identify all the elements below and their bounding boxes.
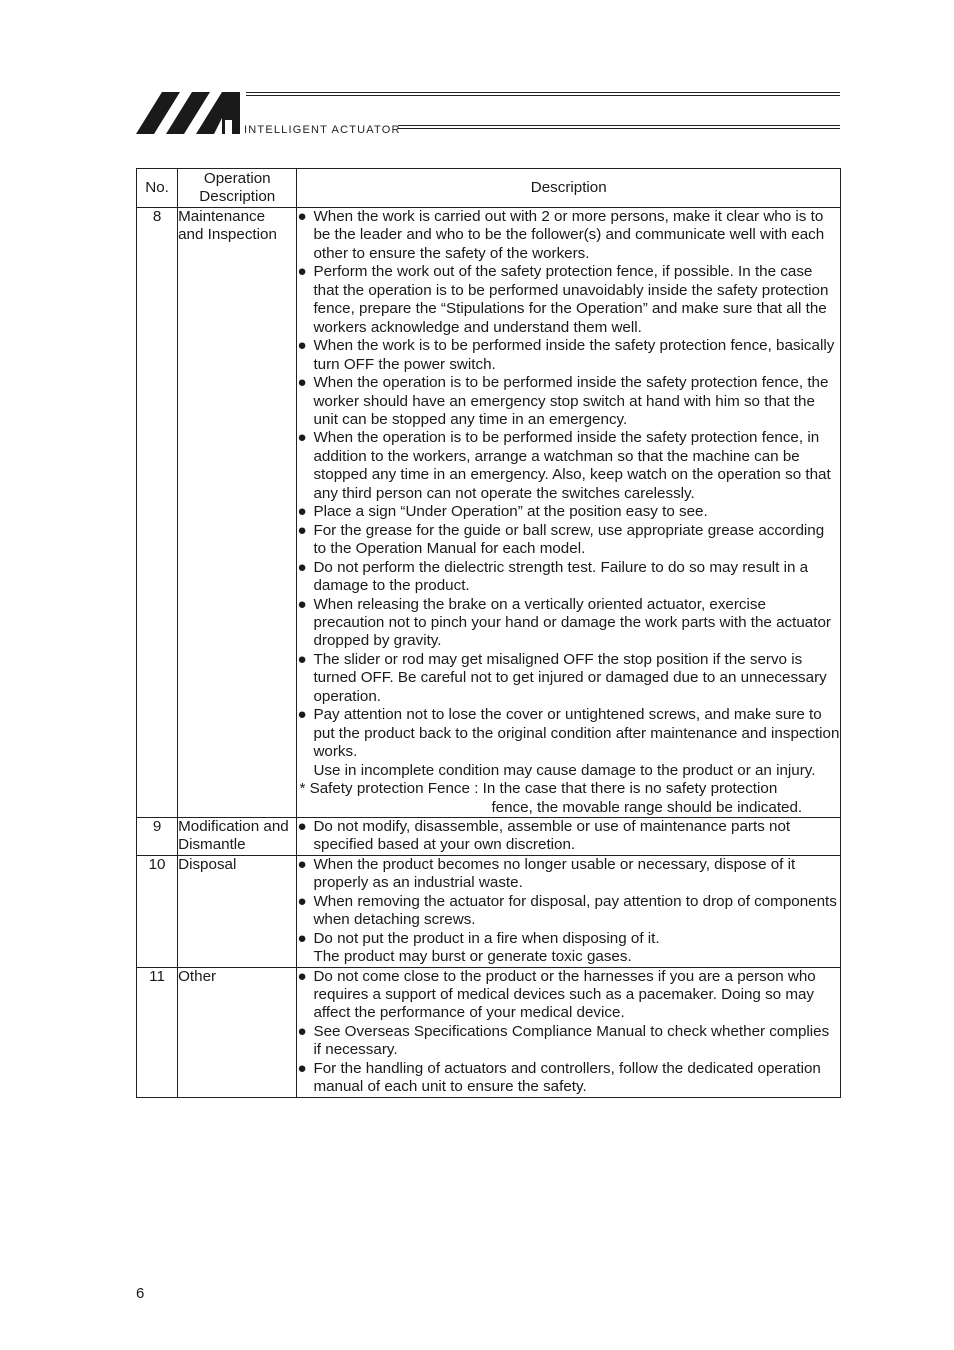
list-item: ● Perform the work out of the safety protection fence, if possible. In the case that the operation is to be performed unavoidably inside the safety protection fence, prepare the “Stipulations for the Operation” and make sure that all the workers acknowledge and understand them well. (297, 263, 829, 336)
list-item: ● Pay attention not to lose the cover or untightened screws, and make sure to put the product back to the original condition after maintenance and inspection works. (297, 706, 840, 761)
table-row (137, 855, 841, 967)
header-rule (398, 125, 840, 126)
item-note: Use in incomplete condition may cause damage to the product or an injury. (313, 761, 816, 779)
safety-table (136, 168, 841, 1098)
list-item: ● For the handling of actuators and controllers, follow the dedicated operation manual of each unit to ensure the safety. (297, 1059, 821, 1096)
list-item: ● Do not come close to the product or the harnesses if you are a person who requires a support of medical devices such as a pacemaker. Doing so may affect the performance of your medical device. (297, 967, 816, 1022)
list-item: ● See Overseas Specifications Compliance Manual to check whether complies if necessary. (297, 1022, 830, 1059)
footnote: * Safety protection Fence : In the case that there is no safety protection (299, 780, 778, 798)
row-operation: Disposal (178, 855, 297, 967)
table-row (137, 208, 841, 818)
row-no: 8 (137, 208, 178, 818)
row-description (297, 208, 841, 818)
row-no: 11 (137, 967, 178, 1097)
row-description (297, 817, 841, 855)
table-row (137, 967, 841, 1097)
list-item: ● Place a sign “Under Operation” at the position easy to see. (297, 503, 708, 521)
header-operation (178, 169, 297, 208)
table-header-row (137, 169, 841, 208)
list-item: ● For the grease for the guide or ball screw, use appropriate grease according to the Operation Manual for each model. (297, 521, 825, 558)
list-item: ● Do not put the product in a fire when disposing of it. (297, 929, 660, 947)
row-description (297, 967, 841, 1097)
item-note: The product may burst or generate toxic gases. (313, 948, 632, 966)
list-item: ● When the operation is to be performed inside the safety protection fence, in addition to the workers, arrange a watchman so that the machine can be stopped any time in an emergency. Also, keep watch on the operation so that any third person can not operate the switches carelessly. (297, 429, 831, 502)
page-number: 6 (136, 1285, 145, 1302)
row-operation: Modification and Dismantle (178, 817, 297, 855)
bullet-list (297, 968, 840, 1097)
row-no: 10 (137, 855, 178, 967)
list-item: ● When the work is carried out with 2 or more persons, make it clear who is to be the leader and who to be the follower(s) and communicate well with each other to ensure the safety of the workers. (297, 208, 825, 262)
row-operation: Maintenance and Inspection (178, 208, 297, 818)
iai-logo (136, 90, 244, 136)
header-operation-label: Operation Description (199, 169, 276, 205)
footnote-continuation: fence, the movable range should be indicated. (491, 798, 803, 816)
header-rule (246, 92, 840, 93)
header-description: Description (297, 169, 841, 208)
list-item: ● Do not modify, disassemble, assemble or use of maintenance parts not specified based at your own discretion. (297, 817, 791, 854)
list-item: ● When the operation is to be performed inside the safety protection fence, the worker should have an emergency stop switch at hand with him so that the unit can be stopped any time in an emergency. (297, 374, 829, 428)
header-rule (246, 95, 840, 96)
list-item: ● Do not perform the dielectric strength test. Failure to do so may result in a damage to the product. (297, 558, 809, 595)
header-rule (398, 128, 840, 129)
brand-text: INTELLIGENT ACTUATOR (244, 124, 401, 136)
row-operation: Other (178, 967, 297, 1097)
bullet-list (297, 208, 840, 762)
list-item: ● When the product becomes no longer usable or necessary, dispose of it properly as an industrial waste. (297, 855, 796, 892)
bullet-list (297, 818, 840, 855)
header-no: No. (137, 169, 178, 208)
page-header (136, 90, 840, 138)
table-row (137, 817, 841, 855)
list-item: ● When the work is to be performed inside the safety protection fence, basically turn OFF the power switch. (297, 337, 835, 373)
list-item: ● When releasing the brake on a vertically oriented actuator, exercise precaution not to pinch your hand or damage the work parts with the actuator dropped by gravity. (297, 595, 831, 650)
list-item: ● The slider or rod may get misaligned OFF the stop position if the servo is turned OFF. Be careful not to get injured or damaged due to an unnecessary operation. (297, 650, 827, 705)
row-description (297, 855, 841, 967)
bullet-list (297, 856, 840, 948)
row-no: 9 (137, 817, 178, 855)
list-item: ● When removing the actuator for disposal, pay attention to drop of components when detaching screws. (297, 892, 837, 929)
